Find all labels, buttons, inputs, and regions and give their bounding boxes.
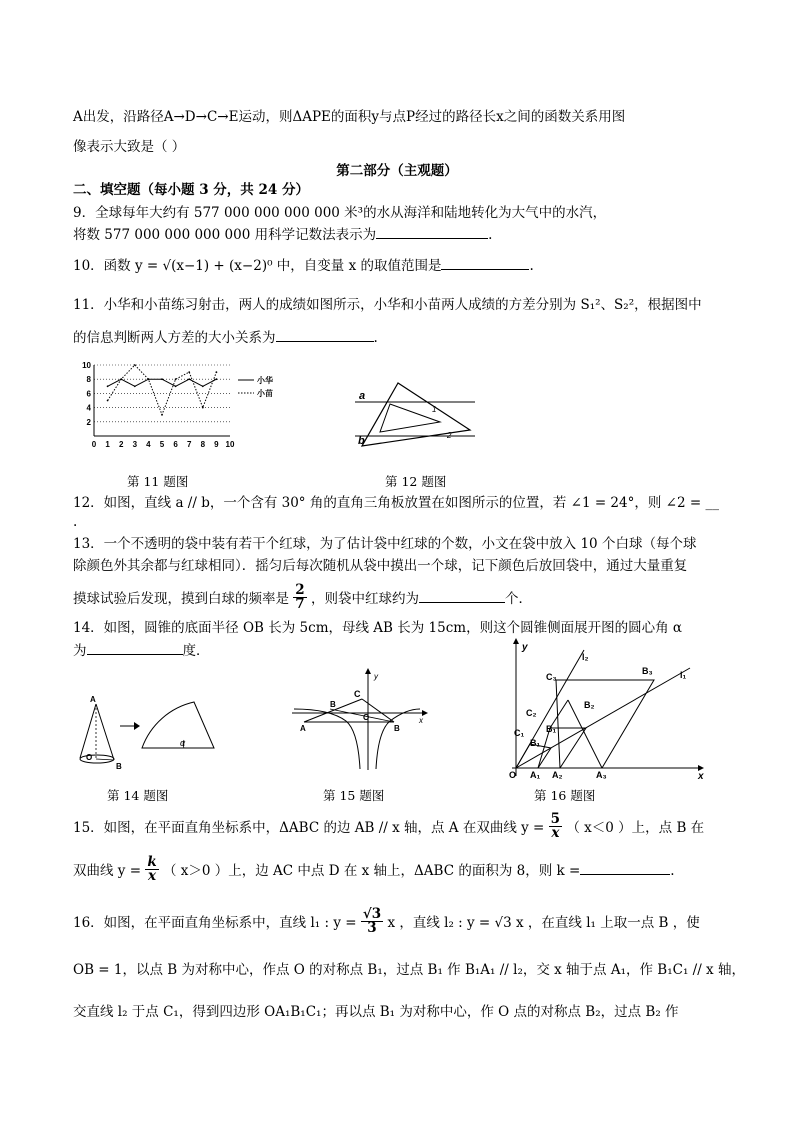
- fig16-label-B3: B₃: [642, 666, 653, 676]
- fig11-line-chart: [80, 360, 290, 448]
- q10-line: [73, 256, 534, 275]
- q9-text: 将数 577 000 000 000 000 用科学记数法表示为: [73, 227, 377, 243]
- fig12-label-angle2: 2: [447, 431, 452, 440]
- q16-text-1a: 16．如图，在平面直角坐标系中，直线 l₁ : y =: [73, 915, 357, 931]
- fig16-seg-a3: [568, 700, 602, 768]
- fig15-label-B-left: B: [330, 700, 336, 709]
- q11-line-2: [73, 328, 378, 347]
- point-s2-7: [188, 371, 190, 373]
- fig16-label-A1: A₁: [530, 770, 541, 780]
- point-s2-6: [175, 378, 177, 380]
- fig14-label-O: O: [86, 753, 93, 762]
- q10-end: .: [529, 258, 534, 274]
- fig14-cone-right: [96, 704, 114, 760]
- point-s2-1: [107, 400, 109, 402]
- fig16-quad-3: [556, 680, 654, 768]
- point-s2-3: [134, 364, 136, 366]
- q15-f1-den: x: [551, 825, 560, 841]
- q16-fraction: [361, 908, 383, 935]
- x-tick-label-3: 3: [132, 440, 138, 448]
- fig16-caption: 第 16 题图: [534, 788, 596, 803]
- fig14-caption: 第 14 题图: [107, 788, 169, 803]
- q13-end: 个．: [505, 591, 532, 607]
- q15-line-2: [73, 854, 675, 885]
- y-tick-label-2: 2: [86, 417, 91, 427]
- q15-fraction-1: [549, 813, 562, 840]
- q16-text-1b: x ，直线 l₂ : y = √3 x ，在直线 l₁ 上取一点 B ，使: [387, 915, 700, 931]
- q16-frac-den: 3: [367, 920, 377, 936]
- q14-answer-blank[interactable]: [87, 641, 183, 655]
- q9-line-1: 9．全球每年大约有 577 000 000 000 000 米³的水从海洋和陆地转化为大气中的水汽，: [73, 205, 607, 221]
- fig15-label-x: x: [419, 716, 423, 725]
- fig14-cone-left: [80, 704, 96, 758]
- q13-frac-den: 7: [295, 596, 305, 612]
- intro-line-1: A出发，沿路径A→D→C→E运动，则ΔAPE的面积y与点P经过的路径长x之间的函数关系用图: [73, 109, 626, 125]
- q13-text-a: 摸球试验后发现，摸到白球的频率是: [73, 591, 289, 607]
- fig15-label-B: B: [394, 724, 400, 733]
- fig16-label-B1: B₁: [530, 738, 541, 748]
- q10-text: 10．函数 y = √(x−1) + (x−2)⁰ 中，自变量 x 的取值范围是: [73, 258, 442, 274]
- q14-line-2: [73, 641, 210, 660]
- q11-end: .: [373, 330, 378, 346]
- fig16-label-B1b: B₁: [546, 724, 557, 734]
- y-tick-label-8: 8: [86, 375, 91, 385]
- point-s2-4: [148, 378, 150, 380]
- point-s1-3: [134, 385, 136, 387]
- point-s2-2: [120, 378, 122, 380]
- x-tick-label-0: 0: [91, 440, 97, 448]
- q15-text-1a: 15．如图，在平面直角坐标系中，ΔABC 的边 AB // x 轴，点 A 在双曲线 y =: [73, 820, 545, 836]
- intro-line-2: 像表示大致是（ ）: [73, 139, 186, 155]
- series-line-1: [108, 379, 217, 386]
- q10-answer-blank[interactable]: [441, 256, 529, 270]
- fig16-label-C1: C₁: [514, 728, 525, 738]
- legend-label-1: 小华: [257, 376, 273, 385]
- x-tick-label-2: 2: [118, 440, 124, 448]
- series-line-2: [108, 365, 217, 415]
- y-tick-label-10: 10: [82, 361, 91, 370]
- fig12-triangle-outer: [362, 383, 470, 446]
- x-tick-label-5: 5: [159, 440, 165, 448]
- q16-line-2: OB = 1，以点 B 为对称中心，作点 O 的对称点 B₁，过点 B₁ 作 B₁A₁ // l₂，交 x 轴于点 A₁，作 B₁C₁ // x 轴，: [73, 962, 745, 978]
- q12-line: 12．如图，直线 a // b，一个含有 30° 角的直角三角板放置在如图所示的位置，若 ∠1 = 24°，则 ∠2 = __: [73, 495, 719, 511]
- fig16-label-y: y: [522, 642, 528, 653]
- fig12-diagram: [350, 380, 480, 450]
- q15-f2-num: k: [147, 854, 157, 870]
- point-s1-5: [161, 378, 163, 380]
- point-s1-9: [216, 378, 218, 380]
- q15-text-1b: （ x＜0 ）上，点 B 在: [566, 820, 705, 836]
- q15-line-1: [73, 811, 705, 842]
- section-title: 二、填空题（每小题 3 分，共 24 分）: [73, 182, 309, 198]
- fig12-caption: 第 12 题图: [385, 474, 447, 489]
- legend-label-2: 小苗: [257, 389, 273, 398]
- y-tick-label-4: 4: [86, 403, 91, 413]
- fig16-y-arrow: [513, 638, 519, 644]
- fig15-hyperbola-right: [376, 709, 420, 769]
- fig16-diagram: [508, 636, 718, 780]
- q15-answer-blank[interactable]: [580, 861, 670, 875]
- fig15-caption: 第 15 题图: [323, 788, 385, 803]
- q13-line-2: 除颜色外其余都与红球相同）．摇匀后每次随机从袋中摸出一个球，记下颜色后放回袋中，通过大量重复: [73, 558, 688, 574]
- q16-frac-num: √3: [362, 906, 382, 922]
- fig15-label-O: O: [363, 713, 370, 722]
- fig16-label-A3: A₃: [596, 770, 607, 780]
- x-tick-label-8: 8: [200, 440, 206, 448]
- fig12-label-b: b: [358, 435, 365, 447]
- q14-text: 为: [73, 643, 87, 659]
- fig14-diagram: [76, 690, 226, 774]
- q13-text-b: ，则袋中红球约为: [311, 591, 419, 607]
- point-s1-6: [175, 385, 177, 387]
- fig14-label-B: B: [116, 762, 122, 771]
- fig14-arrow-head: [134, 722, 140, 730]
- fig16-label-C2: C₂: [526, 708, 537, 718]
- q16-line-3: 交直线 l₂ 于点 C₁，得到四边形 OA₁B₁C₁；再以点 B₁ 为对称中心，作 O 点的对称点 B₂，过点 B₂ 作: [73, 1004, 679, 1020]
- fig16-label-l2: l₂: [582, 652, 589, 662]
- q13-frac-num: 2: [295, 582, 305, 598]
- fig14-sector: [142, 702, 214, 748]
- fig16-label-C3: C₃: [546, 672, 557, 682]
- q13-line-3: [73, 582, 532, 613]
- part-title: 第二部分（主观题）: [336, 163, 458, 179]
- fig15-label-C: C: [354, 689, 361, 699]
- fig16-label-x: x: [698, 771, 704, 780]
- fig14-label-A: A: [90, 695, 96, 704]
- y-tick-label-6: 6: [86, 389, 91, 399]
- fig15-diagram: [290, 665, 430, 775]
- point-s2-8: [202, 407, 204, 409]
- q9-answer-blank[interactable]: [376, 225, 488, 239]
- x-tick-label-10: 10: [225, 440, 235, 448]
- q15-text-2a: 双曲线 y =: [73, 863, 142, 879]
- x-tick-label-1: 1: [105, 440, 110, 448]
- q15-end: .: [670, 863, 675, 879]
- q13-fraction: [293, 584, 306, 611]
- point-s2-9: [216, 371, 218, 373]
- q9-end: .: [488, 227, 493, 243]
- q11-line-1: 11．小华和小苗练习射击，两人的成绩如图所示，小华和小苗两人成绩的方差分别为 S₁²、S₂²，根据图中: [73, 297, 702, 313]
- q14-line-1: 14．如图，圆锥的底面半径 OB 长为 5cm，母线 AB 长为 15cm，则这个圆锥侧面展开图的圆心角 α: [73, 620, 682, 636]
- q15-f2-den: x: [147, 868, 157, 884]
- fig12-label-a: a: [359, 390, 366, 402]
- fig15-hyperbola-left: [294, 709, 360, 769]
- q16-line-1: [73, 906, 700, 937]
- fig14-label-alpha: α: [180, 738, 186, 748]
- q9-line-2: [73, 225, 492, 244]
- fig15-y-arrow: [365, 668, 371, 674]
- q15-text-2b: （ x＞0 ）上，边 AC 中点 D 在 x 轴上，ΔABC 的面积为 8，则 k =: [162, 863, 581, 879]
- x-tick-label-4: 4: [146, 440, 151, 448]
- fig16-label-l1: l₁: [680, 670, 687, 680]
- q11-answer-blank[interactable]: [276, 328, 374, 342]
- point-s1-8: [202, 385, 204, 387]
- fig12-triangle-inner: [380, 404, 440, 432]
- fig15-label-A: A: [300, 724, 306, 733]
- fig16-label-O: O: [509, 770, 517, 780]
- point-s2-5: [161, 414, 163, 416]
- fig12-label-angle1: 1: [432, 405, 437, 414]
- point-s1-7: [188, 378, 190, 380]
- fig16-label-B2: B₂: [584, 700, 595, 710]
- q13-answer-blank[interactable]: [419, 589, 505, 603]
- point-s1-1: [107, 385, 109, 387]
- fig11-caption: 第 11 题图: [127, 474, 189, 489]
- x-tick-label-7: 7: [186, 440, 192, 448]
- fig16-quad-2: [538, 728, 586, 768]
- q12-cont: .: [73, 514, 78, 530]
- q15-f1-num: 5: [550, 811, 561, 827]
- fig16-label-A2: A₂: [552, 770, 563, 780]
- fig14-cone-radius: [96, 759, 114, 760]
- x-tick-label-6: 6: [173, 440, 178, 448]
- q13-line-1: 13．一个不透明的袋中装有若干个红球，为了估计袋中红球的个数，小文在袋中放入 10 个白球（每个球: [73, 536, 697, 552]
- fig15-label-y: y: [374, 672, 378, 681]
- x-tick-label-9: 9: [214, 440, 219, 448]
- q14-end: 度．: [182, 643, 210, 659]
- q15-fraction-2: [145, 856, 158, 883]
- q11-text: 的信息判断两人方差的大小关系为: [73, 330, 276, 346]
